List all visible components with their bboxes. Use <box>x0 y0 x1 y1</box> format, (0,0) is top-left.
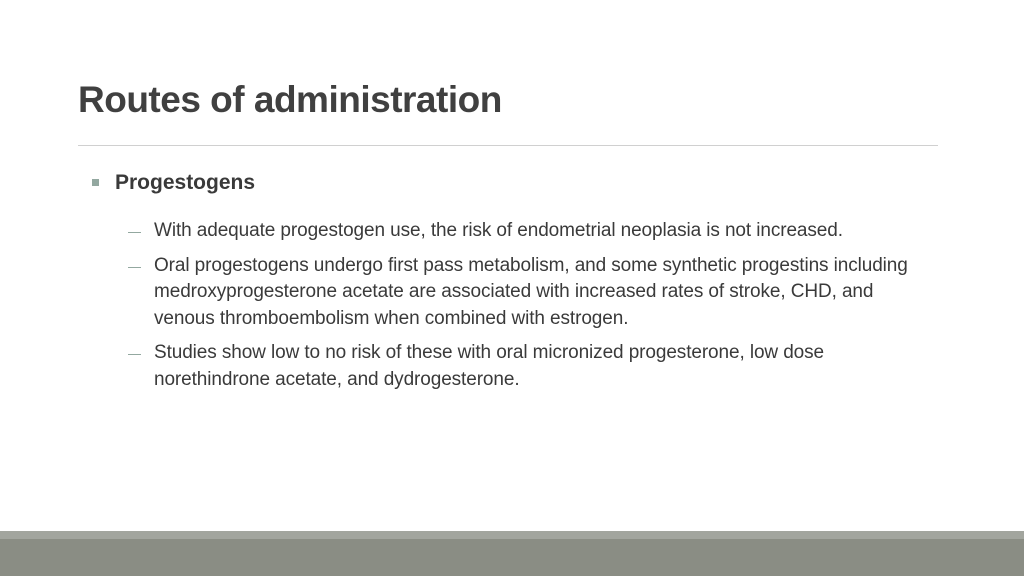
sub-bullet-item <box>128 218 918 245</box>
sub-bullet-text: Studies show low to no risk of these with oral micronized progesterone, low dose norethindrone acetate, and dydrogesterone. <box>154 342 825 390</box>
sub-bullet-list <box>128 218 918 401</box>
dash-bullet-icon <box>128 267 141 268</box>
title-divider <box>78 145 938 146</box>
sub-bullet-item <box>128 253 918 333</box>
sub-bullet-text: Oral progestogens undergo first pass metabolism, and some synthetic progestins including medroxyprogesterone acetate are associated with increased rates of stroke, CHD, and venous thromboembolism when combined with estrogen. <box>154 254 908 329</box>
slide-body <box>88 168 938 390</box>
dash-bullet-icon <box>128 354 141 355</box>
footer-band-highlight <box>0 531 1024 539</box>
bullet-label: Progestogens <box>115 171 256 194</box>
sub-bullet-item <box>128 340 918 393</box>
dash-bullet-icon <box>128 232 141 233</box>
square-bullet-icon <box>92 179 99 186</box>
sub-bullet-text: With adequate progestogen use, the risk of endometrial neoplasia is not increased. <box>154 220 843 241</box>
slide-title: Routes of administration <box>78 79 502 120</box>
footer-band <box>0 539 1024 576</box>
bullet-progestogens <box>88 168 938 198</box>
